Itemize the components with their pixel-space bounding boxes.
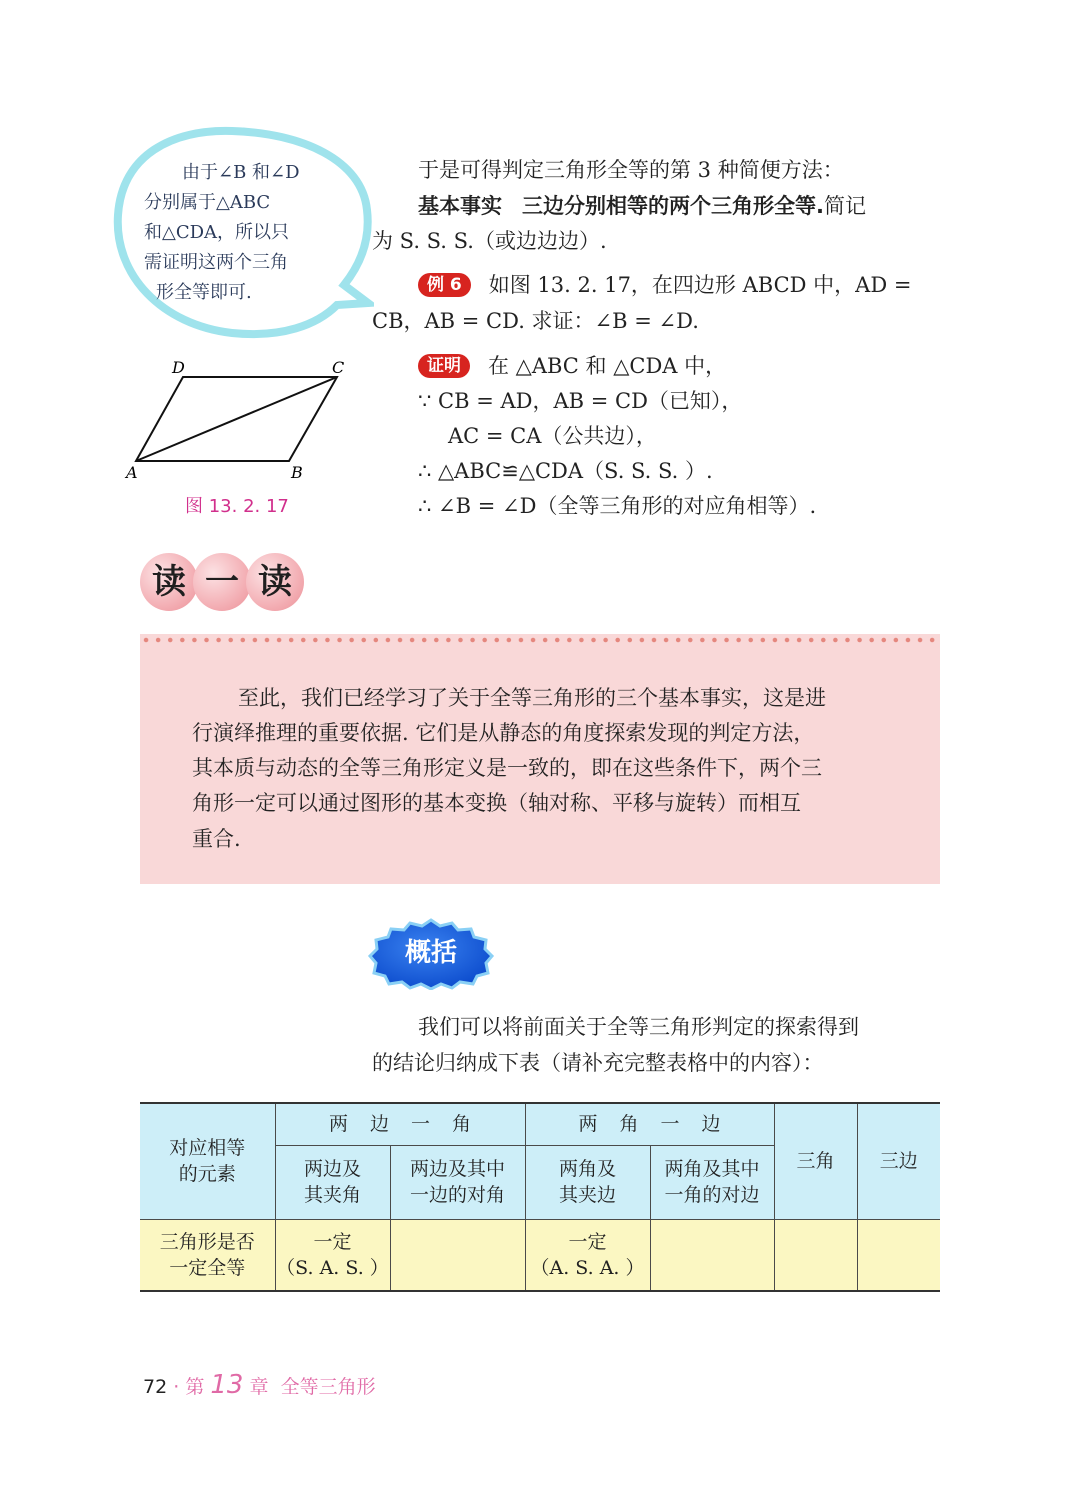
row-header-elements: 对应相等 的元素	[140, 1103, 275, 1219]
group-two-sides-one-angle: 两边一角	[275, 1103, 525, 1145]
table-cell	[390, 1219, 525, 1291]
proof-line	[418, 351, 726, 381]
table-header-row	[140, 1103, 940, 1145]
bubble-line: 需证明这两个三角	[144, 252, 288, 273]
fact-note-line: 为 S. S. S.（或边边边）.	[372, 229, 607, 253]
bubble-line: 分别属于△ABC	[144, 192, 271, 213]
chapter-title: 全等三角形	[280, 1376, 376, 1398]
reading-line: 重合.	[192, 827, 241, 851]
proof-step: ∵ CB = AD，AB = CD（已知），	[418, 389, 743, 413]
page-number: 72	[143, 1376, 168, 1398]
table-subheader-cell: 两角及 其夹边	[525, 1145, 650, 1219]
proof-text: 在 △ABC 和 △CDA 中，	[488, 354, 727, 378]
reading-line: 行演绎推理的重要依据. 它们是从静态的角度探索发现的判定方法，	[192, 721, 815, 745]
table-cell: 一定 （S. A. S. ）	[275, 1219, 390, 1291]
chapter-prefix: 第	[185, 1376, 205, 1398]
vertex-label-d: D	[172, 358, 185, 377]
intro-line: 于是可得判定三角形全等的第 3 种简便方法：	[418, 158, 844, 182]
reading-title-char: 读	[140, 553, 198, 611]
reading-title-char: 一	[193, 553, 251, 611]
example-tag: 例 6	[418, 273, 471, 297]
summary-line: 我们可以将前面关于全等三角形判定的探索得到	[418, 1015, 859, 1039]
parallelogram-figure	[120, 356, 350, 484]
table-cell: 一定 （A. S. A. ）	[525, 1219, 650, 1291]
reading-line: 其本质与动态的全等三角形定义是一致的，即在这些条件下，两个三	[192, 756, 822, 780]
table-subheader-cell: 两边及其中 一边的对角	[390, 1145, 525, 1219]
proof-tag: 证明	[418, 354, 470, 378]
reading-title-char: 读	[246, 553, 304, 611]
table-cell	[857, 1219, 940, 1291]
col-three-angles: 三角	[774, 1103, 857, 1219]
proof-step: ∴ △ABC≌△CDA（S. S. S. ）.	[418, 459, 713, 483]
congruence-table	[140, 1102, 940, 1292]
row-header-congruent: 三角形是否 一定全等	[140, 1219, 275, 1291]
vertex-label-a: A	[126, 463, 138, 482]
reading-line: 角形一定可以通过图形的基本变换（轴对称、平移与旋转）而相互	[192, 791, 801, 815]
dotted-divider	[140, 636, 940, 644]
example-text: 如图 13. 2. 17，在四边形 ABCD 中，AD =	[488, 273, 912, 297]
proof-step: ∴ ∠B = ∠D（全等三角形的对应角相等）.	[418, 494, 817, 518]
example-line	[418, 270, 911, 300]
proof-step: AC = CA（公共边），	[448, 424, 657, 448]
bubble-line: 和△CDA，所以只	[144, 222, 290, 243]
page-footer	[143, 1370, 376, 1400]
chapter-suffix: 章	[249, 1376, 269, 1398]
table-subheader-cell: 两边及 其夹角	[275, 1145, 390, 1219]
summary-badge-label: 概括	[404, 938, 457, 968]
bubble-line: 由于∠B 和∠D	[182, 162, 300, 183]
table-row	[140, 1219, 940, 1291]
reading-line: 至此，我们已经学习了关于全等三角形的三个基本事实，这是进	[238, 686, 826, 710]
group-two-angles-one-side: 两角一边	[525, 1103, 774, 1145]
table-cell	[650, 1219, 774, 1291]
table-cell	[774, 1219, 857, 1291]
fact-label: 基本事实	[418, 194, 502, 218]
figure-caption: 图 13. 2. 17	[185, 496, 289, 517]
basic-fact	[418, 191, 866, 221]
fact-statement: 三边分别相等的两个三角形全等.	[522, 194, 825, 218]
summary-line: 的结论归纳成下表（请补充完整表格中的内容）：	[372, 1051, 824, 1075]
col-three-sides: 三边	[857, 1103, 940, 1219]
chapter-number: 13	[210, 1370, 244, 1400]
footer-separator: ·	[167, 1376, 186, 1398]
table-subheader-cell: 两角及其中 一角的对边	[650, 1145, 774, 1219]
vertex-label-c: C	[332, 358, 345, 377]
fact-note: 简记	[824, 194, 867, 218]
example-line-2: CB，AB = CD. 求证：∠B = ∠D.	[372, 309, 699, 333]
bubble-note	[144, 158, 312, 308]
vertex-label-b: B	[291, 463, 303, 482]
bubble-line: 形全等即可.	[156, 282, 252, 303]
